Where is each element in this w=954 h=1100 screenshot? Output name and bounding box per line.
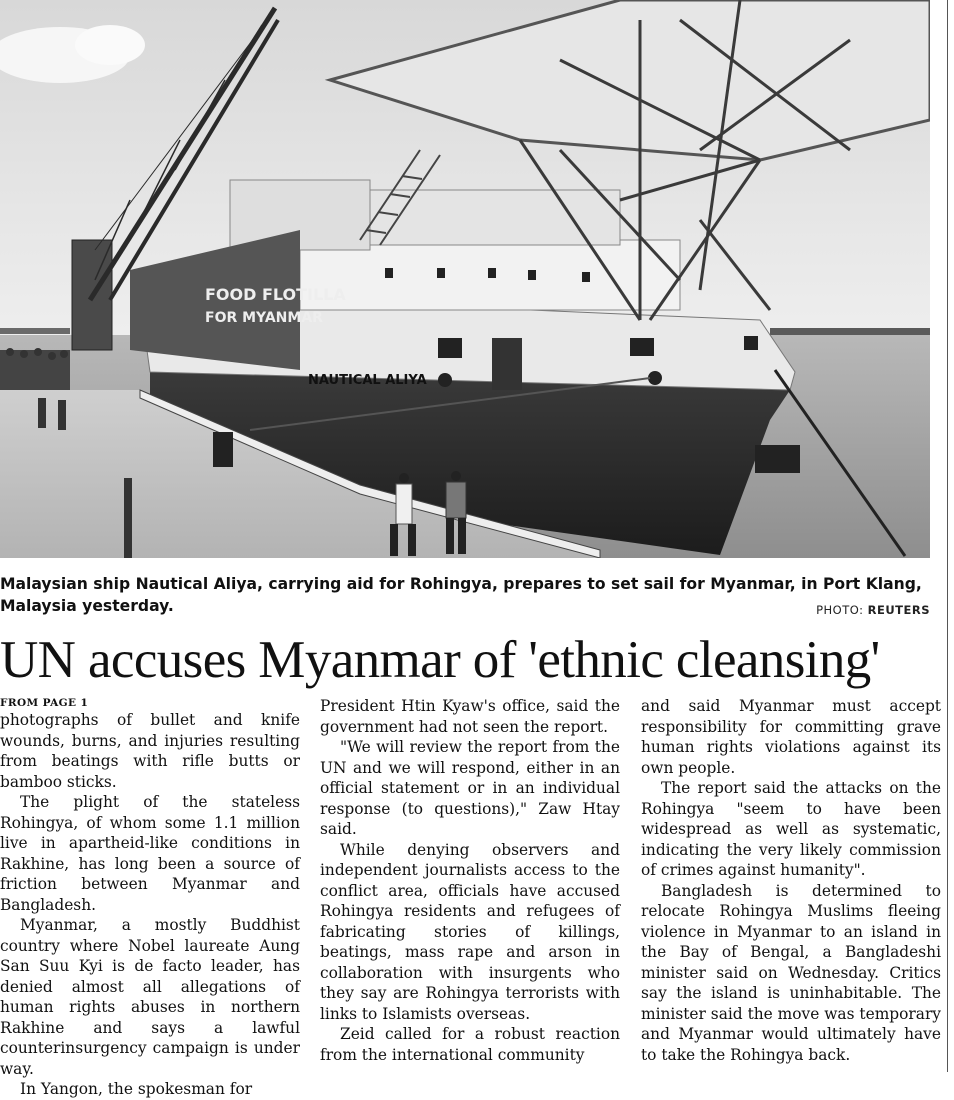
headline: UN accuses Myanmar of 'ethnic cleansing' <box>0 631 880 689</box>
paragraph: While denying observers and independent journalists access to the conflict area, officials have accused Rohingya residents and refugees of fabricating stories of killings, beatings, mass rape and arson in collaboration with insurgents who they say are Rohingya terrorists with links to Islamists overseas. <box>320 840 620 1023</box>
article-column-1 <box>0 696 300 1100</box>
paragraph: Zeid called for a robust reaction from the international community <box>320 1025 620 1064</box>
paragraph: In Yangon, the spokesman for <box>20 1080 253 1098</box>
paragraph: Myanmar, a mostly Buddhist country where Nobel laureate Aung San Suu Kyi is de facto leader, has denied almost all allegations of human rights abuses in northern Rakhine and says a lawful counterinsurgency campaign is under way. <box>0 916 300 1078</box>
article-column-2 <box>320 696 620 1065</box>
paragraph: photographs of bullet and knife wounds, burns, and injuries resulting from beatings with rifle butts or bamboo sticks. <box>0 711 300 791</box>
paragraph: "We will review the report from the UN and we will respond, either in an official statement or in an individual response (to questions)," Zaw Htay said. <box>320 738 620 838</box>
photo-credit <box>816 603 930 617</box>
shoreline <box>0 328 70 334</box>
photo-credit-prefix: PHOTO: <box>816 603 868 617</box>
news-photo <box>0 0 930 558</box>
continuation-kicker: FROM PAGE 1 <box>0 697 89 709</box>
bollard <box>213 432 233 467</box>
column-rule <box>947 0 948 1072</box>
ship-bridge <box>370 190 620 245</box>
banner-text-line1: FOOD FLOTILLA <box>205 285 346 304</box>
hull-name: NAUTICAL ALIYA <box>308 373 427 388</box>
paragraph: President Htin Kyaw's office, said the government had not seen the report. <box>320 697 620 736</box>
paragraph: The plight of the stateless Rohingya, of whom some 1.1 million live in apartheid-like conditions in Rakhine, has long been a source of friction between Myanmar and Bangladesh. <box>0 793 300 914</box>
article-column-3 <box>641 696 941 1065</box>
paragraph: The report said the attacks on the Rohingya "seem to have been widespread as well as systematic, indicating the very likely commission of crimes against humanity". <box>641 779 941 879</box>
photo-credit-source: REUTERS <box>867 603 930 617</box>
photo-caption: Malaysian ship Nautical Aliya, carrying aid for Rohingya, prepares to set sail for Myanmar, in Port Klang, Malaysia yesterday. <box>0 575 922 615</box>
paragraph: and said Myanmar must accept responsibility for committing grave human rights violations against its own people. <box>641 697 941 777</box>
hull-door <box>492 338 522 390</box>
dock-post <box>124 478 132 558</box>
cloud <box>75 25 145 65</box>
banner-text-line2: FOR MYANMAR <box>205 310 323 326</box>
paragraph: Bangladesh is determined to relocate Rohingya Muslims fleeing violence in Myanmar to an island in the Bay of Bengal, a Bangladeshi minister said on Wednesday. Critics say the island is uninhabitable. The minister said the move was temporary and Myanmar would ultimately have to take the Rohingya back. <box>641 881 941 1064</box>
anchor <box>755 445 800 473</box>
